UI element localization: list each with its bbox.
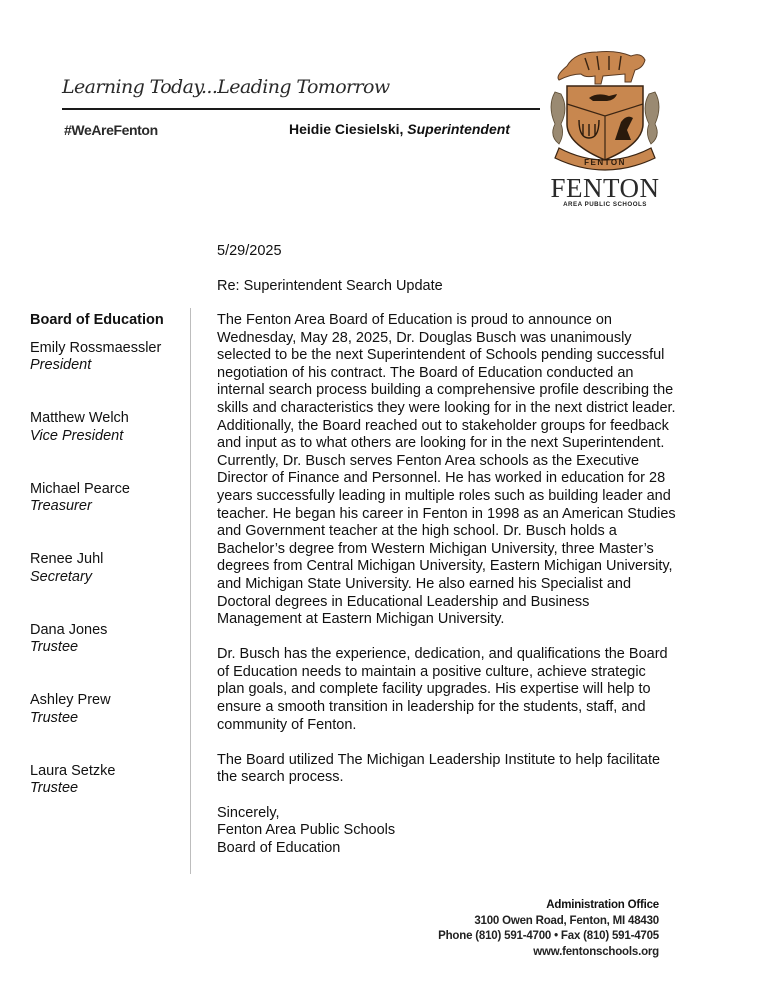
member-name: Emily Rossmaessler: [30, 339, 162, 356]
board-member: [30, 410, 190, 481]
board-member: [30, 763, 190, 834]
member-name: Renee Juhl: [30, 551, 104, 568]
board-member: [30, 551, 190, 622]
member-name: Laura Setzke: [30, 762, 116, 779]
signature-line-2: Board of Education: [217, 839, 341, 856]
footer-contact: [438, 898, 659, 960]
superintendent-title: Superintendent: [407, 121, 510, 137]
footer-website[interactable]: www.fentonschools.org: [533, 945, 659, 958]
letter-paragraph: Dr. Busch has the experience, dedication, and qualifications the Board of Education needs to maintain a positive culture, achieve strategic plan goals, and complete facility upgrades. His expertise will help to ensure a smooth transition in leadership for the students, staff, and community of Fenton.: [217, 646, 668, 733]
crest-banner-text: FENTON: [584, 158, 626, 167]
board-sidebar: [30, 312, 190, 833]
logo-subtitle: AREA PUBLIC SCHOOLS: [563, 201, 647, 208]
board-member: [30, 692, 190, 763]
member-role: President: [30, 357, 92, 374]
member-name: Matthew Welch: [30, 410, 129, 427]
board-member: [30, 340, 190, 411]
member-role: Trustee: [30, 709, 79, 726]
board-member: [30, 481, 190, 552]
superintendent-line: [289, 121, 510, 137]
footer-phone-fax: Phone (810) 591-4700 • Fax (810) 591-4705: [438, 930, 659, 943]
member-role: Secretary: [30, 568, 93, 585]
superintendent-name: Heidie Ciesielski,: [289, 121, 404, 137]
footer-address: 3100 Owen Road, Fenton, MI 48430: [474, 914, 659, 927]
letter-subject: Re: Superintendent Search Update: [217, 278, 443, 294]
letter-date: 5/29/2025: [217, 243, 282, 259]
fenton-crest-logo-icon: [545, 44, 665, 174]
member-name: Michael Pearce: [30, 480, 130, 497]
member-role: Trustee: [30, 780, 79, 797]
hashtag: #WeAreFenton: [64, 122, 158, 138]
board-member: [30, 622, 190, 693]
sidebar-title: Board of Education: [30, 312, 164, 328]
logo-wordmark: FENTON: [550, 173, 660, 203]
member-name: Ashley Prew: [30, 692, 111, 709]
sidebar-divider: [190, 308, 191, 874]
signature-line-1: Fenton Area Public Schools: [217, 822, 396, 839]
member-name: Dana Jones: [30, 621, 108, 638]
footer-office: Administration Office: [546, 899, 659, 911]
tagline: Learning Today...Leading Tomorrow: [62, 76, 390, 98]
letter-paragraph: The Board utilized The Michigan Leadership Institute to help facilitate the search process.: [217, 751, 661, 786]
letter-closing: Sincerely,: [217, 804, 280, 821]
header-rule: [62, 108, 540, 110]
member-role: Trustee: [30, 639, 79, 656]
letter-paragraph: The Fenton Area Board of Education is proud to announce on Wednesday, May 28, 2025, Dr. Douglas Busch was unanimously selected to be the next Superintendent of Schools pending successful negotiation of his contract. The Board of Education conducted an internal search process building a comprehensive profile describing the skills and characteristics they were looking for in the next district leader. Additionally, the Board reached out to stakeholder groups for feedback and input as to what others are looking for in the next Superintendent. Currently, Dr. Busch serves Fenton Area schools as the Executive Director of Finance and Personnel. He has worked in education for 28 years successfully leading in multiple roles such as building leader and teacher. He began his career in Fenton in 1998 as an American Studies and Government teacher at the high school. Dr. Busch holds a Bachelor’s degree from Western Michigan University, three Master’s degrees from Central Michigan University, Eastern Michigan University, and Michigan State University. He also earned his Specialist and Doctoral degrees in Educational Leadership and Business Management at Eastern Michigan University.: [217, 312, 676, 628]
member-role: Treasurer: [30, 498, 92, 515]
letter-body: [217, 312, 677, 857]
member-role: Vice President: [30, 427, 124, 444]
